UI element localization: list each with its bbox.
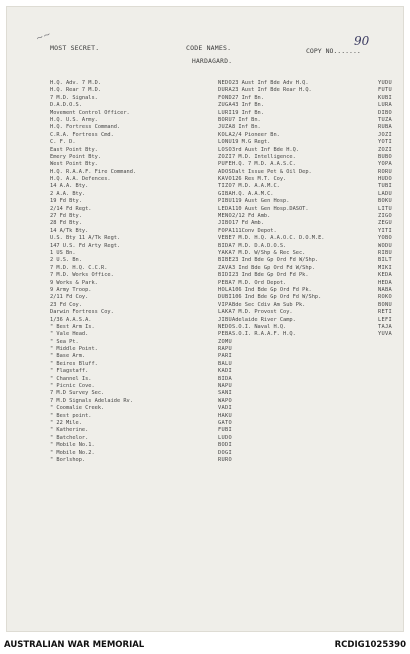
code-name-row [50,405,232,412]
copy-number-handwritten: 90 [354,34,370,48]
unit-name: 2 U.S. Bn. [50,257,82,264]
code-word: GATO [218,419,232,426]
code-word: ZIGO [378,213,392,220]
code-word: TUZA [378,116,392,123]
unit-name: 2/14 Fd Regt. [50,205,92,212]
unit-name: 2/12 Fd Amb. [232,213,271,220]
code-name-row [232,287,392,294]
code-word: PEBA [218,331,232,338]
code-word: BOKU [378,198,392,205]
code-name-row [232,183,392,190]
code-word: YUVA [378,331,392,338]
code-name-row [50,139,232,146]
code-word: DUBI [218,294,232,301]
code-word: RURO [218,456,232,463]
code-name-row [232,139,392,146]
code-names-left-column [50,80,232,464]
archive-footer [0,636,410,654]
code-word: ZEGU [378,220,392,227]
unit-name: 106 Ind Bde Gp Ord Fd W/Shp. [232,294,322,301]
code-word: PARI [218,353,232,360]
code-name-row [232,228,392,235]
code-word: BIDA [218,375,232,382]
code-word: ZOZI [218,153,232,160]
code-word: LUDO [218,434,232,441]
code-name-row [50,331,232,338]
code-name-row [232,102,392,109]
code-word: ZAVA [218,264,232,271]
code-name-row [232,220,392,227]
code-name-row [50,80,232,87]
code-word: NEDO [218,80,232,86]
code-word: VIPA [218,301,232,308]
unit-name: 7 Inf Bn. [232,116,261,123]
unit-name: H.Q. R.A.A.F. Fire Command. [50,168,137,175]
unit-name: 14 A/Tk Bty. [50,227,89,234]
code-word: RUBA [378,124,392,131]
unit-name: 23 Aust Inf Bde Adv H.Q. [232,80,309,86]
code-name-row [232,317,392,324]
code-name-row [232,331,392,338]
unit-name: " Katherine. [50,427,89,434]
code-word: ZOMU [218,338,232,345]
code-name-row [50,102,232,109]
code-word: BIDA [218,242,232,249]
code-name-row [50,257,232,264]
handwritten-mark: ~~ [34,29,53,45]
code-name-row [232,198,392,205]
code-name-row [50,132,232,139]
code-word: ZOZI [378,146,392,153]
code-name-row [50,265,232,272]
unit-name: Bde Sec Cdiv Am Sub Pk. [232,301,306,308]
code-word: NAPU [218,383,232,390]
code-name-row [50,235,232,242]
unit-name: 43 Inf Bn. [232,102,264,109]
code-name-row [50,309,232,316]
code-name-row [232,213,392,220]
unit-name: " Best point. [50,412,92,419]
code-name-row [232,243,392,250]
code-word: BORU [218,116,232,123]
code-word: PUFE [218,161,232,168]
code-word: FUBI [218,427,232,434]
unit-name: 119 Aust Gen Hosp. [232,198,290,205]
code-word: YOPA [378,161,392,168]
unit-name: " Flagstaff. [50,368,89,375]
unit-name: " Middle Point. [50,346,98,353]
code-name-row [50,287,232,294]
code-name-row [50,280,232,287]
code-name-row [50,206,232,213]
unit-name: 7 M.D. Works Office. [50,272,114,279]
code-word: ROKO [378,294,392,301]
code-name-row [50,213,232,220]
code-name-row [50,398,232,405]
code-word: HEDA [378,279,392,286]
unit-name: S.O.I. R.A.A.F. H.Q. [232,331,296,338]
code-name-row [50,420,232,427]
code-word: BIDI [218,272,232,279]
code-word: FUTU [378,87,392,94]
unit-name: 106 Ind Bde Gp Ord Fd Pk. [232,286,312,293]
code-name-row [232,176,392,183]
code-word: YAKA [218,249,232,256]
unit-name: " Picnic Cove. [50,383,95,390]
code-word: LITU [378,205,392,212]
unit-name: 19 Fd Bty. [50,198,82,205]
code-name-row [50,117,232,124]
code-word: RORU [378,168,392,175]
code-name-row [232,169,392,176]
code-word: PEBA [218,279,232,286]
code-name-row [232,265,392,272]
code-name-row [50,161,232,168]
code-word: LURI [218,109,232,116]
unit-name: " Base Arm. [50,353,86,360]
code-word: RAPU [218,346,232,353]
unit-name: 7 M.D. D.A.D.O.S. [232,242,287,249]
unit-name: 27 Inf Bn. [232,94,264,101]
code-name-row [50,124,232,131]
code-name-row [50,169,232,176]
code-name-row [50,390,232,397]
code-word: NABA [378,286,392,293]
code-name-row [50,376,232,383]
code-word: DOGI [218,449,232,456]
code-name-row [50,427,232,434]
unit-name: 1 US Bn. [50,249,76,256]
unit-name: " Sea Pt. [50,338,79,345]
code-name-row [232,250,392,257]
code-word: LADU [378,190,392,197]
unit-name: 147 U.S. Fd Arty Regt. [50,242,121,249]
unit-name: 126 Res M.T. Coy. [232,176,287,183]
code-word: LURA [378,102,392,109]
code-name-row [232,309,392,316]
code-name-row [50,294,232,301]
code-word: BONU [378,301,392,308]
code-word: VEBE [218,235,232,242]
code-word: WAPO [218,397,232,404]
unit-name: H.Q. Rear 7 M.D. [50,87,102,94]
code-name-row [232,257,392,264]
code-name-row [232,280,392,287]
unit-name: 7 M.D. Ord Depot. [232,279,287,286]
code-name-row [50,95,232,102]
code-word: KAVO [218,176,232,183]
unit-name: 2/4 Pioneer Bn. [232,131,280,138]
unit-name: 28 Fd Bty. [50,220,82,227]
unit-name: 7 M.D. Provost Coy. [232,309,293,316]
code-word: TUBI [378,183,392,190]
unit-name: " Mobile No.2. [50,449,95,456]
code-name-row [232,161,392,168]
footer-reference: RCDIG1025390 [334,640,406,650]
unit-name: 2 A.A. Bty. [50,190,86,197]
unit-name: Darwin Fortress Coy. [50,309,114,316]
unit-name: " Borlshop. [50,456,86,463]
code-word: DIBO [378,109,392,116]
document-title: CODE NAMES. [186,44,232,52]
unit-name: U.S. Bty 11 A/Tk Regt. [50,235,121,242]
code-name-row [232,124,392,131]
unit-name: C. F. D. [50,139,76,146]
unit-name: 7 M.D. Intelligence. [232,153,296,160]
unit-name: H.Q. Fortress Command. [50,124,121,131]
code-word: YUDU [378,80,392,86]
unit-name: 23 Ind Bde Gp Ord Fd Pk. [232,272,309,279]
code-word: LEDA [218,205,232,212]
code-name-row [50,176,232,183]
unit-name: 9 Works & Park. [50,279,98,286]
unit-name: S.O.I. Naval H.Q. [232,323,287,330]
code-word: MENO [218,213,232,220]
unit-name: 7 M.D Signals Adelaide Rv. [50,397,133,404]
unit-name: Dalt Issue Pet & Oil Dep. [232,168,312,175]
code-word: BALU [218,360,232,367]
unit-name: " Best Arm Is. [50,323,95,330]
code-name-row [50,339,232,346]
copy-number-label: COPY NO....... [306,47,361,55]
unit-name: " Coomalie Creek. [50,405,105,412]
code-name-row [50,383,232,390]
code-name-row [50,250,232,257]
code-word: BILT [378,257,392,264]
code-name-row [50,220,232,227]
code-word: JOZI [378,131,392,138]
code-word: FOND [218,94,232,101]
code-name-row [232,191,392,198]
unit-name: H.Q. A.A. Defences. [50,176,111,183]
code-word: BODI [218,442,232,449]
code-name-row [50,353,232,360]
code-word: WODU [378,242,392,249]
unit-name: H.Q. 7 M.D. A.A.S.C. [232,161,296,168]
code-word: KADI [218,368,232,375]
code-name-row [50,302,232,309]
code-word: NEDO [218,323,232,330]
unit-name: 7 M.D Survey Sec. [50,390,105,397]
footer-source: AUSTRALIAN WAR MEMORIAL [4,640,145,650]
code-word: LAKA [218,309,232,316]
code-word: LEFI [378,316,392,323]
code-name-row [50,110,232,117]
code-name-row [50,457,232,464]
unit-name: 9 Army Troop. [50,286,92,293]
unit-name: 27 Fd Bty. [50,213,82,220]
unit-name: D.A.D.O.S. [50,102,82,109]
code-word: YITI [378,227,392,234]
code-name-row [232,302,392,309]
code-name-row [232,132,392,139]
unit-name: 3rd Aust Inf Bde H.Q. [232,146,299,153]
unit-name: 7 M.D. A.A.M.C. [232,183,280,190]
unit-name: " Batchelor. [50,434,89,441]
code-name-row [232,147,392,154]
code-name-row [50,228,232,235]
code-word: MIKI [378,264,392,271]
unit-name: Adelaide River Camp. [232,316,296,323]
code-names-right-column [232,80,392,339]
unit-name: H.Q. A.A.M.C. [232,190,274,197]
code-word: ADOS [218,168,232,175]
unit-name: 17 Fd Amb. [232,220,264,227]
unit-name: 2/11 Fd Coy. [50,294,89,301]
code-word: YOBO [378,235,392,242]
unit-name: H.Q. U.S. Army. [50,116,98,123]
unit-name: 3 Ind Bde Gp Ord Fd W/Shp. [232,264,315,271]
unit-name: " Channel Is. [50,375,92,382]
code-name-row [50,147,232,154]
unit-name: West Point Bty. [50,161,98,168]
unit-name: 111Conv Depot. [232,227,277,234]
code-word: LOSO [218,146,232,153]
code-word: TIZO [218,183,232,190]
code-word: PIBU [218,198,232,205]
unit-name: " Mobile No.1. [50,442,95,449]
code-name-row [232,95,392,102]
code-word: GIBA [218,190,232,197]
code-name-row [232,117,392,124]
code-word: HAKU [218,412,232,419]
code-word: HOLA [218,286,232,293]
code-name-row [50,87,232,94]
unit-name: 7 M.D. W/Shp & Rec Sec. [232,249,306,256]
code-name-row [50,413,232,420]
unit-name: 7 M.D. Signals. [50,94,98,101]
unit-name: East Point Bty. [50,146,98,153]
code-word: YOTI [378,139,392,146]
unit-name: " Beires Bluff. [50,360,98,367]
code-word: TAJA [378,323,392,330]
code-name-row [232,272,392,279]
code-word: RIBU [378,249,392,256]
code-name-row [232,294,392,301]
code-name-row [232,80,392,87]
unit-name: 23 Ind Bde Gp Ord Fd W/Shp. [232,257,319,264]
code-word: FOPA [218,227,232,234]
code-word: HUDO [378,176,392,183]
code-word: JIBO [218,220,232,227]
code-name-row [232,206,392,213]
unit-name: 8 Inf Bn. [232,124,261,131]
code-word: KOLA [218,131,232,138]
code-name-row [232,235,392,242]
unit-name: 19 Inf Bn. [232,109,264,116]
code-name-row [50,368,232,375]
code-name-row [50,154,232,161]
code-name-row [232,110,392,117]
code-name-row [232,87,392,94]
code-word: LONU [218,139,232,146]
code-word: ZUGA [218,102,232,109]
code-name-row [50,361,232,368]
unit-name: 14 A.A. Bty. [50,183,89,190]
code-name-row [50,243,232,250]
code-word: BUBO [378,153,392,160]
code-name-row [50,324,232,331]
code-word: JIBU [218,316,232,323]
code-name-row [232,154,392,161]
unit-name: C.R.A. Fortress Cmd. [50,131,114,138]
unit-name: 19 M.G Regt. [232,139,271,146]
document-page [6,6,404,632]
unit-name: " 22 Mile. [50,419,82,426]
code-name-row [50,346,232,353]
code-word: JUZA [218,124,232,131]
unit-name: 110 Aust Gen Hosp.DASOT. [232,205,309,212]
unit-name: 23 Fd Coy. [50,301,82,308]
code-name-row [50,198,232,205]
code-name-row [50,272,232,279]
code-name-row [50,317,232,324]
code-name-row [50,442,232,449]
code-name-row [50,435,232,442]
code-name-row [50,191,232,198]
classification-label: MOST SECRET. [50,44,100,52]
unit-name: H.Q. Adv. 7 M.D. [50,80,102,86]
code-word: KUBI [378,94,392,101]
unit-name: Movement Control Officer. [50,109,130,116]
unit-name: 1/36 A.A.S.A. [50,316,92,323]
code-name-row [50,183,232,190]
code-word: RETI [378,309,392,316]
unit-name: Emery Point Bty. [50,153,102,160]
code-word: BIBE [218,257,232,264]
code-word: DURA [218,87,232,94]
code-name-row [50,450,232,457]
code-word: VADI [218,405,232,412]
unit-name: 7 M.D. H.Q. C.C.R. [50,264,108,271]
unit-name: " Vale Head. [50,331,89,338]
code-name-row [232,324,392,331]
document-subtitle: HARDAGARD. [192,58,233,65]
unit-name: 23 Aust Inf Bde Rear H.Q. [232,87,312,94]
unit-name: 7 M.D. H.Q. A.A.O.C. D.O.M.E. [232,235,325,242]
code-word: SANI [218,390,232,397]
code-word: KEDA [378,272,392,279]
